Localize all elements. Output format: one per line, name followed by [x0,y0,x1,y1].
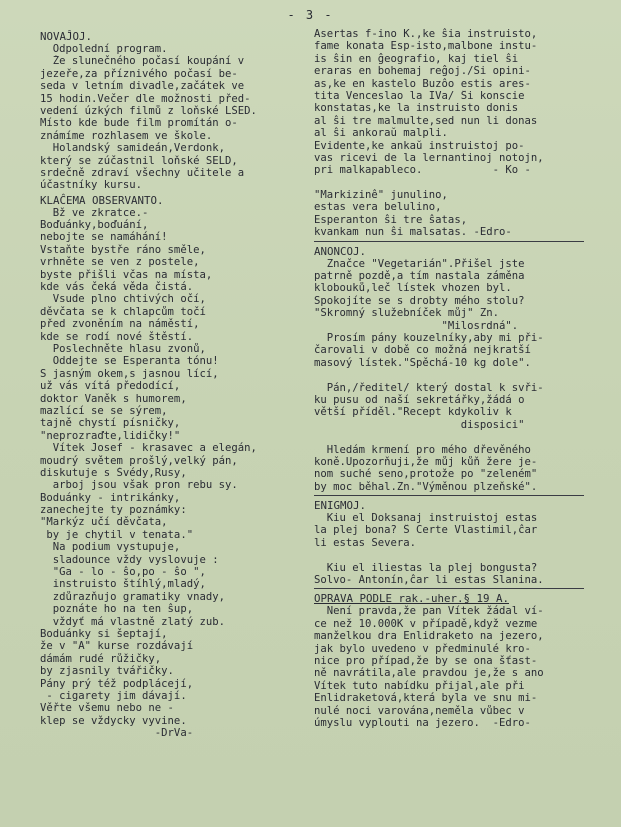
text-line: koně.Upozorňuji,že můj kůň žere je- [314,455,538,468]
text-line: Holandský samideán,Verdonk, [40,142,225,155]
text-line: kde vás čeká věda čistá. [40,281,194,294]
text-line: masový lístek."Spěchá-10 kg dole". [314,356,531,369]
text-line: účastníky kursu. [40,179,143,192]
text-line: "Milosrdná". [314,319,519,332]
text-line: dámám rudé růžičky, [40,652,162,665]
text-line: byste přišli včas na místa, [40,268,213,281]
text-line: Pány prý též podplácejí, [40,677,194,690]
section-heading: OPRAVA PODLE rak.-uher.§ 19 A. [314,592,510,606]
text-line: is ŝin en ĝeografio, kaj tiel ŝi [314,52,519,65]
text-line: 15 hodin.Večer dle možnosti před- [40,92,251,105]
text-line: Prosím pány kouzelníky,aby mi při- [314,331,544,344]
text-line: větší příděl."Recept kdykoliv k [314,406,512,419]
text-line: Pán,/ředitel/ který dostal k svři- [314,381,544,394]
section-heading: ANONCOJ. [314,244,367,258]
text-line: nom suché seno,protože po "zeleném" [314,468,538,481]
text-line: srdečně zdraví všechny učitele a [40,166,245,179]
text-line: konstatas,ke la instruisto donis [314,102,519,115]
text-line: Odpolední program. [40,43,168,55]
text-line: sladounce vždy vyslovuje : [40,553,219,566]
text-line: Boduánky si šeptají, [40,627,168,640]
text-line: Bž ve zkratce.- [40,206,149,219]
text-line: už vás vítá předodící, [40,380,181,393]
text-line: děvčata se k chlapcům točí [40,305,206,318]
text-line: Vítek Josef - krasavec a elegán, [40,442,257,455]
text-line: tajně chystí písničky, [40,417,181,430]
text-line [314,549,604,561]
text-line: Kiu el iliestas la plej bongusta? [314,561,538,574]
text-line: Na podium vystupuje, [40,541,181,554]
text-line: kvankam nun ŝi malsatas. -Edro- [314,226,512,239]
text-line: Spokojíte se s drobty mého stolu? [314,294,525,307]
text-line: jak bylo uvedeno v předminulé kro- [314,642,531,655]
text-line: před zvoněním na náměstí, [40,318,200,331]
text-line: "Markizinê" junulino, [314,189,448,202]
section-heading: ENIGMOJ. [314,499,367,513]
text-line: "Ga - lo - ŝo,po - ŝo ", [40,566,206,579]
text-line: eraras en bohemaj reĝoj./Ŝi opini- [314,65,531,78]
text-line: který se zúčastnil loňské SELD, [40,154,238,167]
text-line: patrně pozdě,a tím nastala záměna [314,270,525,283]
text-line: by moc běhal.Zn."Výměnou plzeňské". [314,480,538,493]
text-line: Esperanton ŝi tre ŝatas, [314,213,468,226]
text-line: diskutuje s Švédy,Rusy, [40,466,187,479]
section-divider [314,241,584,242]
right-column [314,28,604,731]
section-divider [314,588,584,589]
text-line: Že slunečného počasí koupání v [40,55,245,68]
text-line: klep se vždycky vyvine. [40,714,187,727]
text-line: Evidente,ke ankaŭ instruistoj po- [314,139,525,152]
text-line: by zjasnily tvářičky. [40,665,174,678]
text-line: zanechejte ty poznámky: [40,504,187,517]
text-line: estas vera belulino, [314,201,442,214]
text-line: Boďuánky,boďuání, [40,219,149,232]
text-line: ku pusu od naší sekretářky,žádá o [314,393,525,406]
text-line: by je chytil v tenata." [40,528,194,541]
text-line: al ŝi ankoraŭ malpli. [314,127,448,140]
article-section [40,30,305,192]
text-line: ce než 10.000K v případě,když vezme [314,617,538,630]
text-line: Oddejte se Esperanta tónu! [40,355,219,368]
text-line: Hledám krmení pro mého dřevěného [314,443,531,456]
text-line: doktor Vaněk s humorem, [40,392,187,405]
text-line: seda v letním divadle,začátek ve [40,80,245,93]
text-line: klobouků,leč lístek vhozen byl. [314,282,512,295]
text-line: Není pravda,že pan Vítek žádal ví- [314,605,544,618]
text-line: "Markýz učí děvčata, [40,516,168,529]
section-divider [314,495,584,496]
article-section [40,194,305,740]
text-line: Místo kde bude film promítán o- [40,117,238,130]
text-line: manželkou dra Enlidraketo na jezero, [314,630,544,643]
text-line: čarovali v době co možná nejkratší [314,344,531,357]
text-line: zdůrazňujo gramatiky vnady, [40,590,225,603]
text-line: Solvo- Antonín,ĉar li estas Slanina. [314,574,544,587]
text-line: fame konata Esp-isto,malbone instu- [314,40,538,53]
text-line: známíme rozhlasem ve škole. [40,129,213,142]
text-line: disposici" [314,418,525,431]
left-column [40,28,305,741]
page-number: - 3 - [287,8,334,22]
text-line: la plej bona? Ŝ Certe Vlastimil,ĉar [314,524,538,537]
article-section [314,28,604,239]
text-line: mazlící se se sýrem, [40,404,168,417]
article-section [314,245,604,493]
text-line [314,431,604,443]
text-line: vas ricevi de la lernantinoj notojn, [314,151,544,164]
text-line: kde se rodí nové štěstí. [40,330,194,343]
text-line: S jasným okem,s jasnou lící, [40,367,219,380]
text-line: vždyť má vlastně zlatý zub. [40,615,225,628]
text-line: Značce "Vegetarián".Přišel jste [314,257,525,270]
text-line: Věřte všemu nebo ne - [40,702,174,715]
section-heading: KLAĈEMA OBSERVANTO. [40,193,164,207]
text-line: as,ke en kastelo Buzôo estis ares- [314,77,531,90]
text-line: -DrVa- [40,727,194,740]
text-line: al ŝi tre malmulte,sed nun li donas [314,114,538,127]
text-line: "Skromný služebníček můj" Zn. [314,307,499,320]
text-line: Asertas f-ino K.,ke ŝia instruisto, [314,28,538,40]
text-line: "neprozraďte,lidičky!" [40,429,181,442]
text-line: že v "A" kurse rozdávají [40,640,194,653]
text-line: Kiu el Doksanaj instruistoj estas [314,512,538,525]
article-section [314,592,604,729]
text-line: Boduánky - intrikánky, [40,491,181,504]
text-line [314,177,604,189]
text-line: - cigarety jim dávají. [40,689,187,702]
text-line: Vítek tuto nabídku přijal,ale při [314,679,525,692]
text-line: jezeře,za příznivého počasí be- [40,67,238,80]
text-line: ně navrátila,ale pravdou je,že s ano [314,667,544,680]
text-line: vrhněte se ven z postele, [40,256,200,269]
text-line: li estas Severa. [314,536,417,549]
text-line: Enlidraketová,která byla ve snu mi- [314,692,538,705]
text-line: arboj jsou však pron rebu sy. [40,479,238,492]
article-section [314,499,604,586]
text-line: nebojte se namáhání! [40,231,168,244]
text-line: poznáte ho na ten ŝup, [40,603,194,616]
text-line: Poslechněte hlasu zvonů, [40,342,206,355]
text-line: moudrý světem prošlý,velký pán, [40,454,238,467]
section-heading: NOVAĴOJ. [40,30,93,43]
text-line: nulé noci varována,neměla vůbec v [314,704,525,717]
text-line: nice pro případ,že by se ona šťast- [314,654,538,667]
text-line: instruisto štíhlý,mladý, [40,578,206,591]
text-line: Vstaňte bystře ráno směle, [40,243,206,256]
text-line [314,369,604,381]
text-line: pri malkapableco. - Ko - [314,164,531,177]
text-line: tita Venceslao la IVa/ Ŝi konscie [314,89,525,102]
text-line: Vsude plno chtivých očí, [40,293,206,306]
text-line: vedení úzkých filmů z loňské LŠED. [40,104,257,117]
text-line: úmyslu vyplouti na jezero. -Edro- [314,716,531,729]
